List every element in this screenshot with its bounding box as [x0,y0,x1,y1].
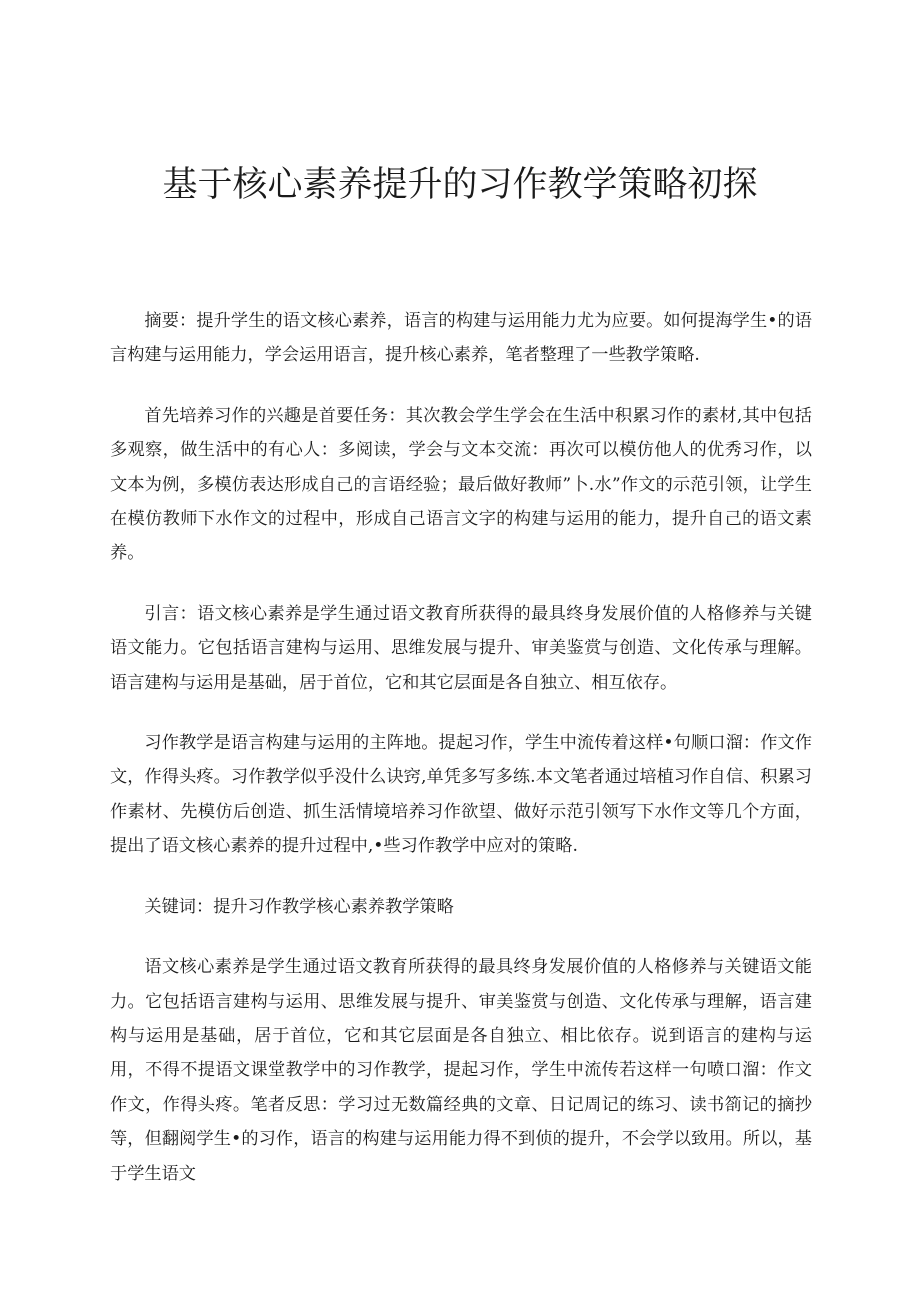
introduction-paragraph: 引言：语文核心素养是学生通过语文教育所获得的最具终身发展价值的人格修养与关键语文能力。它包括语言建构与运用、思维发展与提升、审美鉴赏与创造、文化传承与理解。语言建构与运用是基础，居于首位，它和其它层面是各自独立、相互依存。 [110,603,812,693]
abstract-detail-paragraph: 首先培养习作的兴趣是首要任务：其次教会学生学会在生活中积累习作的素材,其中包括多观察，做生活中的有心人：多阅读，学会与文本交流：再次可以模仿他人的优秀习作，以文本为例，多模仿表达形成自己的言语经验；最后做好教师”卜.水”作文的示范引领，让学生在模仿教师下水作文的过程中，形成自己语言文字的构建与运用的能力，提升自己的语文素养。 [110,405,812,564]
keywords-paragraph: 关键词：提升习作教学核心素养教学策略 [144,896,454,917]
writing-teaching-paragraph: 习作教学是语言构建与运用的主阵地。提起习作，学生中流传着这样•句顺口溜：作文作文，作得头疼。习作教学似乎没什么诀窍,单凭多写多练.本文笔者通过培植习作自信、积累习作素材、先模仿后创造、抓生活情境培养习作欲望、做好示范引领写下水作文等几个方面，提出了语文核心素养的提升过程中,•些习作教学中应对的策略. [110,733,812,857]
abstract-paragraph: 摘要：提升学生的语文核心素养，语言的构建与运用能力尤为应要。如何提海学生•的语言构建与运用能力，学会运用语言，提升核心素养，笔者整理了一些教学策略. [110,311,812,366]
document-body [110,304,812,1217]
document-title: 基于核心素养提升的习作教学策略初探 [162,165,758,205]
main-body-paragraph: 语文核心素养是学生通过语文教育所获得的最具终身发展价值的人格修养与关键语文能力。它包括语言建构与运用、思维发展与提升、审美鉴赏与创造、文化传承与理解，语言建构与运用是基础，居于首位，它和其它层面是各自独立、相比依存。说到语言的建构与运用，不得不提语文课堂教学中的习作教学，提起习作，学生中流传若这样一句喷口溜：作文作文，作得头疼。笔者反思：学习过无数篇经典的文章、日记周记的练习、读书箚记的摘抄等，但翻阅学生•的习作，语言的构建与运用能力得不到侦的提升，不会学以致用。所以，基于学生语文 [110,957,812,1184]
